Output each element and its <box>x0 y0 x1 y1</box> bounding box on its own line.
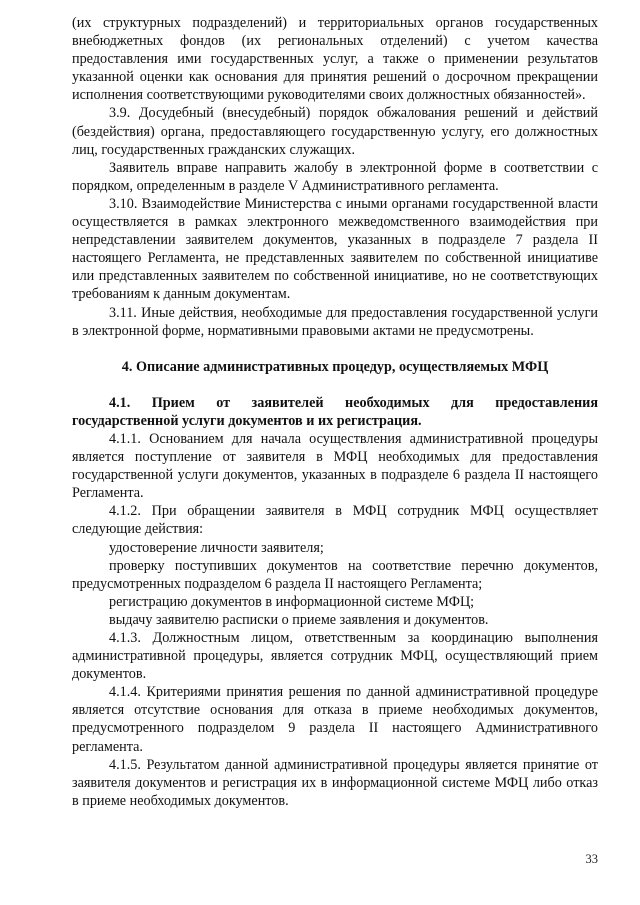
paragraph-4-1-4: 4.1.4. Критериями принятия решения по данной административной процедуре является отсутствие основания для отказа в приеме необходимых документов, предусмотренного подразделом 9 раздела II настоящего Административного регламента. <box>72 684 598 755</box>
document-page <box>72 14 598 810</box>
paragraph-4-1-1: 4.1.1. Основанием для начала осуществления административной процедуры является поступление от заявителя в МФЦ необходимых для предоставления государственной услуги документов, указанных в подразделе 6 раздела II настоящего Регламента. <box>72 430 598 502</box>
paragraph-3-10: 3.10. Взаимодействие Министерства с иными органами государственной власти осуществляется в рамках электронного межведомственного взаимодействия при непредставлении заявителем документов, указанных в подразделе 7 раздела II настоящего Регламента, не представленных заявителем по собственной инициативе или представленных заявителем по собственной инициативе, но не соответствующих требованиям к данным документам. <box>72 195 598 303</box>
list-item-identity: удостоверение личности заявителя; <box>109 539 324 556</box>
list-item-registration: регистрацию документов в информационной системе МФЦ; <box>109 593 475 610</box>
paragraph-3-9: 3.9. Досудебный (внесудебный) порядок обжалования решений и действий (бездействия) органа, предоставляющего государственную услугу, его должностных лиц, государственных гражданских служащих. <box>72 105 598 158</box>
list-item-check-documents: проверку поступивших документов на соответствие перечню документов, предусмотренных подразделом 6 раздела II настоящего Регламента; <box>72 557 598 592</box>
page-number: 33 <box>585 852 598 866</box>
subsection-heading: 4.1. Прием от заявителей необходимых для предоставления государственной услуги документов и их регистрация. <box>72 394 598 429</box>
paragraph-continuation: (их структурных подразделений) и территориальных органов государственных внебюджетных фондов (их региональных отделений) с учетом качества предоставления ими государственных услуг, а также о применении результатов указанной оценки как основания для принятия решений о досрочном прекращении исполнения соответствующими руководителями своих должностных обязанностей». <box>72 15 598 104</box>
paragraph-4-1-5: 4.1.5. Результатом данной административной процедуры является принятие от заявителя документов и регистрация их в информационной системе МФЦ либо отказ в приеме необходимых документов. <box>72 756 598 809</box>
list-item-receipt: выдачу заявителю расписки о приеме заявления и документов. <box>109 611 489 628</box>
paragraph-3-11: 3.11. Иные действия, необходимые для предоставления государственной услуги в электронной форме, нормативными правовыми актами не предусмотрены. <box>72 304 598 339</box>
paragraph-complaint: Заявитель вправе направить жалобу в электронной форме в соответствии с порядком, определенным в разделе V Административного регламента. <box>72 159 598 194</box>
paragraph-4-1-2: 4.1.2. При обращении заявителя в МФЦ сотрудник МФЦ осуществляет следующие действия: <box>72 503 598 538</box>
paragraph-4-1-3: 4.1.3. Должностным лицом, ответственным за координацию выполнения административной процедуры, является сотрудник МФЦ, осуществляющий прием документов. <box>72 630 598 683</box>
section-heading: 4. Описание административных процедур, осуществляемых МФЦ <box>121 358 549 375</box>
